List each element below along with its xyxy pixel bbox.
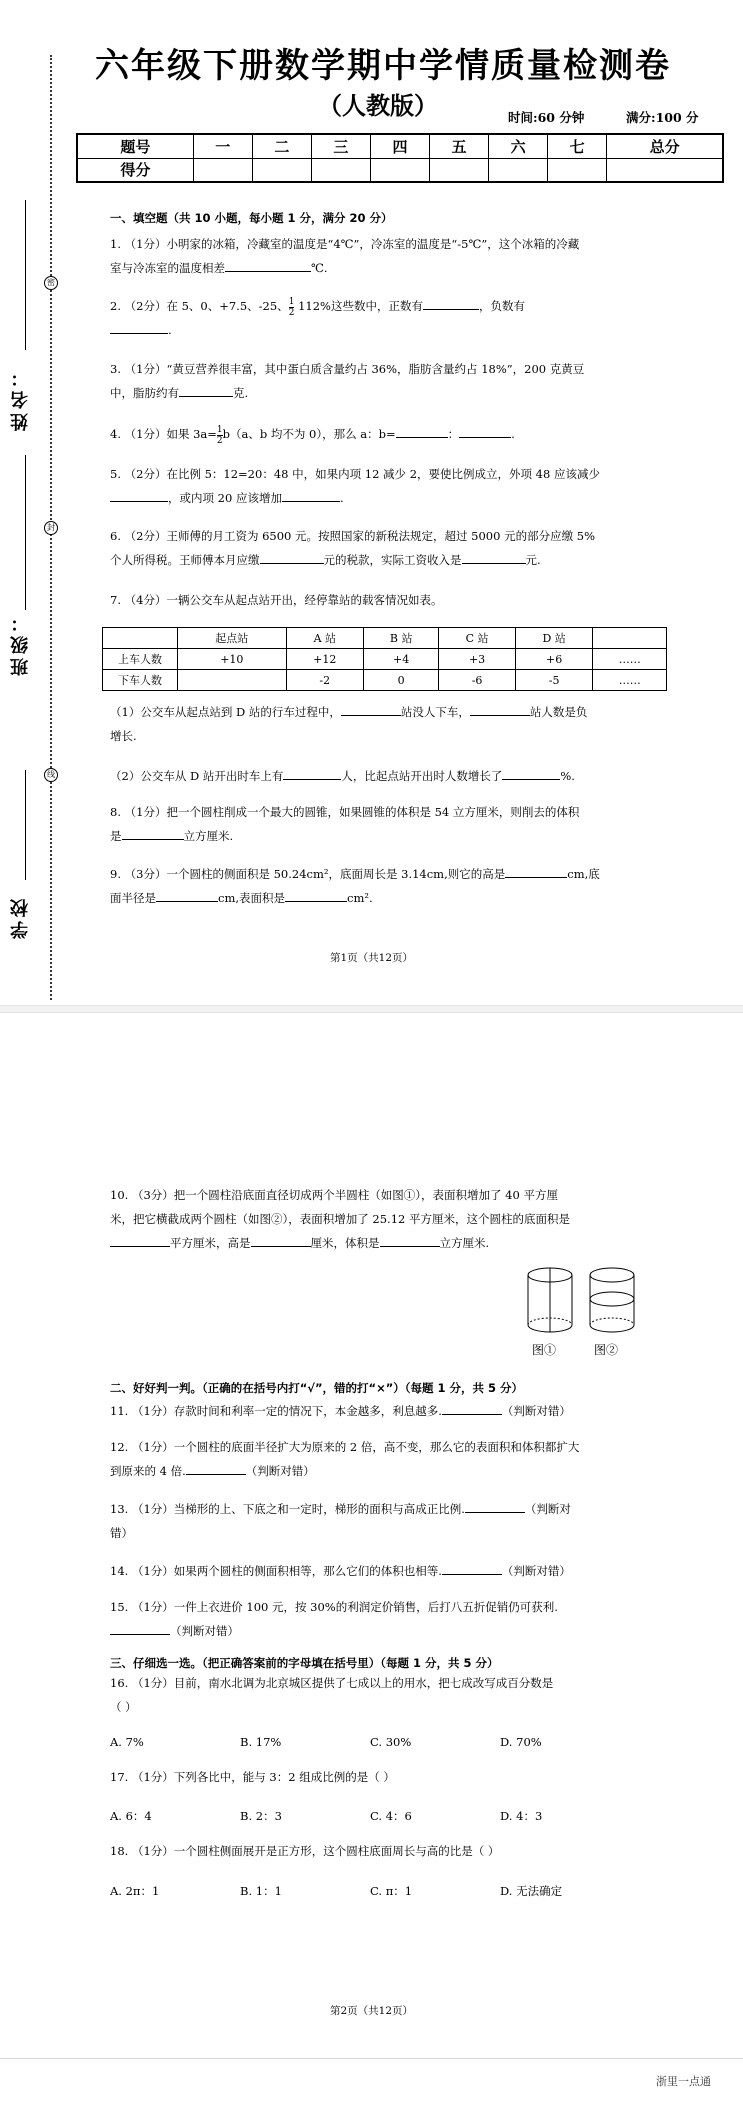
question-text: 中，脂肪约有: [110, 386, 179, 400]
question-text: 16. （1分）目前，南水北调为北京城区提供了七成以上的用水，把七成改写成百分数是: [110, 1676, 554, 1690]
question-8: [110, 800, 650, 848]
question-7-part-2: [110, 764, 650, 788]
score-cell: 六: [489, 134, 548, 158]
question-text-line: [110, 886, 650, 910]
table-row: [103, 628, 667, 649]
bottom-divider: [0, 2058, 743, 2059]
question-text: ℃.: [311, 261, 328, 275]
answer-blank[interactable]: [396, 426, 448, 438]
question-text: 克.: [233, 386, 249, 400]
name-label: 姓名：: [10, 365, 31, 431]
question-text: 12. （1分）一个圆柱的底面半径扩大为原来的 2 倍，高不变，那么它的表面积和体积都扩大: [110, 1440, 580, 1454]
fraction-denominator: 2: [288, 307, 295, 318]
class-underline: [25, 455, 26, 610]
answer-blank[interactable]: [505, 866, 567, 878]
table-row: [103, 649, 667, 670]
option-a[interactable]: A. 7%: [110, 1735, 144, 1749]
table-cell: -5: [515, 670, 593, 691]
score-input-cell[interactable]: [489, 158, 548, 182]
cylinder-figures: [520, 1265, 640, 1337]
bus-passenger-table: [102, 627, 667, 691]
question-text-line: [110, 1231, 650, 1255]
exam-title: 六年级下册数学期中学情质量检测卷: [95, 46, 671, 86]
figure-1-caption: 图①: [532, 1343, 557, 1357]
question-text: cm,底: [567, 867, 600, 881]
answer-blank[interactable]: [380, 1235, 440, 1247]
answer-blank[interactable]: [260, 552, 324, 564]
score-table-score-row: [77, 158, 723, 182]
question-text: 6. （2分）王师傅的月工资为 6500 元。按照国家的新税法规定，超过 5000 元的部分应缴 5%: [110, 529, 595, 543]
table-cell: ……: [593, 649, 667, 670]
question-text: （2）公交车从 D 站开出时车上有: [110, 769, 284, 783]
question-16-options: [110, 1735, 650, 1749]
question-4: [110, 422, 650, 446]
table-cell: +3: [439, 649, 515, 670]
question-text: b（a、b 均不为 0），那么 a：b=: [222, 427, 396, 441]
answer-blank[interactable]: [459, 426, 511, 438]
table-cell: 上车人数: [103, 649, 178, 670]
page-1: [0, 0, 743, 1005]
question-text: .: [511, 427, 515, 441]
question-2: [110, 294, 650, 342]
question-text-line: [110, 824, 650, 848]
question-12: [110, 1435, 650, 1483]
answer-blank[interactable]: [423, 298, 479, 310]
table-cell: +4: [363, 649, 438, 670]
question-text-line: [110, 862, 650, 886]
score-cell: 题号: [77, 134, 193, 158]
page-2: [0, 1013, 743, 2102]
table-cell: 下车人数: [103, 670, 178, 691]
question-text: 米，把它横截成两个圆柱（如图②），表面积增加了 25.12 平方厘米，这个圆柱的底面积是: [110, 1212, 570, 1226]
score-table: [76, 133, 724, 183]
fraction-numerator: 1: [216, 424, 223, 435]
question-15: [110, 1595, 650, 1643]
question-text: ，或内项 20 应该增加: [168, 491, 282, 505]
score-input-cell[interactable]: [607, 158, 723, 182]
seal-mark-mi: 密: [44, 276, 58, 290]
question-text: 13. （1分）当梯形的上、下底之和一定时，梯形的面积与高成正比例.: [110, 1502, 465, 1516]
section-1-heading: 一、填空题（共 10 小题，每小题 1 分，满分 20 分）: [110, 211, 393, 225]
table-cell: [103, 628, 178, 649]
score-input-cell[interactable]: [193, 158, 252, 182]
answer-blank[interactable]: [283, 768, 341, 780]
score-cell: 一: [193, 134, 252, 158]
question-text: （判断对错）: [501, 1404, 571, 1418]
question-text: 元.: [525, 553, 541, 567]
score-cell: 二: [252, 134, 311, 158]
question-text-line: [110, 1459, 650, 1483]
question-text: （判断对错）: [245, 1464, 315, 1478]
cylinder-figure-2: [590, 1268, 634, 1332]
name-underline: [25, 200, 26, 350]
question-7: [110, 588, 650, 612]
question-text: %.: [560, 769, 575, 783]
question-9: [110, 862, 650, 910]
score-cell: 总分: [607, 134, 723, 158]
answer-blank[interactable]: [156, 890, 218, 902]
score-cell: 得分: [77, 158, 193, 182]
answer-blank[interactable]: [225, 260, 311, 272]
watermark-text: 浙里一点通: [656, 2075, 711, 2088]
question-text: 17. （1分）下列各比中，能与 3：2 组成比例的是（ ）: [110, 1770, 395, 1784]
answer-blank[interactable]: [442, 1563, 502, 1575]
score-input-cell[interactable]: [548, 158, 607, 182]
fraction-denominator: 2: [216, 435, 223, 446]
answer-blank[interactable]: [186, 1463, 246, 1475]
table-cell: A 站: [286, 628, 363, 649]
question-17: [110, 1765, 650, 1789]
option-b[interactable]: B. 17%: [240, 1735, 282, 1749]
answer-blank[interactable]: [470, 704, 530, 716]
table-cell: +10: [178, 649, 287, 670]
question-text: 3. （1分）“黄豆营养很丰富，其中蛋白质含量约占 36%，脂肪含量约占 18%”，200 克黄豆: [110, 362, 585, 376]
page-footer: 第1页（共12页）: [330, 952, 414, 964]
question-1: [110, 232, 650, 280]
question-text: 1. （1分）小明家的冰箱，冷藏室的温度是“4℃”，冷冻室的温度是“-5℃”，这个冰箱的冷藏: [110, 237, 580, 251]
question-17-options: [110, 1808, 650, 1824]
table-cell: -2: [286, 670, 363, 691]
question-text-line: [110, 256, 650, 280]
exam-full-score: 满分:100 分: [626, 110, 699, 125]
cylinder-figure-1: [528, 1268, 572, 1332]
question-text-line: [110, 486, 650, 510]
score-input-cell[interactable]: [429, 158, 488, 182]
school-label: 学校: [10, 895, 31, 939]
answer-blank[interactable]: [465, 1501, 525, 1513]
seal-mark-xian: 线: [44, 768, 58, 782]
question-text: 10. （3分）把一个圆柱沿底面直径切成两个半圆柱（如图①），表面积增加了 40 平方厘: [110, 1188, 558, 1202]
question-text: 5. （2分）在比例 5：12=20：48 中，如果内项 12 减少 2，要使比例成立，外项 48 应该减少: [110, 467, 600, 481]
question-text: 平方厘米，高是: [170, 1236, 251, 1250]
question-10: [110, 1183, 650, 1255]
score-cell: 七: [548, 134, 607, 158]
fraction-numerator: 1: [288, 296, 295, 307]
question-text-line: [110, 764, 650, 788]
answer-blank[interactable]: [442, 1403, 502, 1415]
page-footer: 第2页（共12页）: [330, 2005, 414, 2017]
option-a[interactable]: A. 2π：1: [110, 1884, 160, 1898]
answer-blank[interactable]: [502, 768, 560, 780]
table-cell: 0: [363, 670, 438, 691]
question-16: [110, 1671, 650, 1719]
question-text: 14. （1分）如果两个圆柱的侧面积相等，那么它们的体积也相等.: [110, 1564, 442, 1578]
option-c[interactable]: C. 30%: [370, 1735, 412, 1749]
option-b[interactable]: B. 2：3: [240, 1809, 282, 1823]
question-text-line: [110, 1399, 650, 1423]
option-d[interactable]: D. 70%: [500, 1735, 542, 1749]
table-cell: [593, 628, 667, 649]
question-11: [110, 1399, 650, 1423]
question-3: [110, 357, 650, 405]
table-cell: 起点站: [178, 628, 287, 649]
question-5: [110, 462, 650, 510]
question-text: ，负数有: [478, 299, 525, 313]
score-cell: 五: [429, 134, 488, 158]
question-text: 个人所得税。王师傅本月应缴: [110, 553, 260, 567]
exam-time: 时间:60 分钟: [508, 110, 585, 125]
option-a[interactable]: A. 6：4: [110, 1809, 152, 1823]
page-separator: [0, 1005, 743, 1013]
table-cell: D 站: [515, 628, 593, 649]
question-18: [110, 1839, 650, 1863]
question-text-line: [110, 548, 650, 572]
question-text-line: [110, 422, 650, 446]
answer-blank[interactable]: [110, 322, 168, 334]
table-cell: ……: [593, 670, 667, 691]
seal-mark-feng: 封: [44, 521, 58, 535]
question-text: 增长.: [110, 729, 137, 743]
question-text: 4. （1分）如果 3a=: [110, 427, 217, 441]
answer-blank[interactable]: [110, 490, 168, 502]
question-text-line: [110, 294, 650, 318]
class-label: 班级：: [10, 610, 31, 676]
question-text-line: [110, 1497, 650, 1521]
question-text: （1）公交车从起点站到 D 站的行车过程中，: [110, 705, 341, 719]
question-text: （判断对错）: [170, 1624, 239, 1638]
table-cell: [178, 670, 287, 691]
question-text: 8. （1分）把一个圆柱削成一个最大的圆锥，如果圆锥的体积是 54 立方厘米，则削去的体积: [110, 805, 580, 819]
question-text: （ ）: [110, 1700, 137, 1714]
question-text: .: [339, 491, 344, 505]
question-text: 是: [110, 829, 122, 843]
answer-blank[interactable]: [341, 704, 401, 716]
question-text-line: [110, 318, 650, 342]
answer-blank[interactable]: [110, 1235, 170, 1247]
question-6: [110, 524, 650, 572]
question-text-line: [110, 700, 650, 724]
question-text: 9. （3分）一个圆柱的侧面积是 50.24cm²，底面周长是 3.14cm,则它的高是: [110, 867, 506, 881]
question-text: 立方厘米.: [439, 1236, 490, 1250]
option-d[interactable]: D. 无法确定: [500, 1884, 563, 1898]
score-table-header-row: [77, 134, 723, 158]
question-text-line: [110, 381, 650, 405]
question-text: 11. （1分）存款时间和利率一定的情况下，本金越多，利息越多.: [110, 1404, 442, 1418]
question-text-line: [110, 1559, 650, 1583]
question-7-part-1: [110, 700, 650, 748]
option-d[interactable]: D. 4：3: [500, 1809, 543, 1823]
table-cell: +6: [515, 649, 593, 670]
question-text: 立方厘米.: [183, 829, 234, 843]
score-input-cell[interactable]: [370, 158, 429, 182]
question-text: 112%这些数中，正数有: [294, 299, 423, 313]
question-text: 元的税款，实际工资收入是: [323, 553, 462, 567]
answer-blank[interactable]: [282, 490, 340, 502]
answer-blank[interactable]: [251, 1235, 311, 1247]
table-cell: B 站: [363, 628, 438, 649]
question-text: 15. （1分）一件上衣进价 100 元，按 30%的利润定价销售，后打八五折促销仍可获利.: [110, 1600, 558, 1614]
question-text: ：: [447, 427, 460, 441]
exam-subtitle: （人教版）: [318, 92, 438, 120]
question-text: （判断对: [524, 1502, 571, 1516]
option-c[interactable]: C. π：1: [370, 1884, 413, 1898]
question-text: 2. （2分）在 5、0、+7.5、-25、: [110, 299, 289, 313]
question-text: 错）: [110, 1526, 133, 1540]
question-14: [110, 1559, 650, 1583]
figure-2-caption: 图②: [594, 1343, 619, 1357]
question-text: 到原来的 4 倍.: [110, 1464, 186, 1478]
school-underline: [25, 770, 26, 880]
score-cell: 四: [370, 134, 429, 158]
question-text: 厘米，体积是: [310, 1236, 380, 1250]
question-text: cm².: [347, 891, 373, 905]
question-text: 人，比起点站开出时人数增长了: [341, 769, 503, 783]
table-cell: +12: [286, 649, 363, 670]
answer-blank[interactable]: [179, 385, 233, 397]
question-text: 面半径是: [110, 891, 156, 905]
answer-blank[interactable]: [462, 552, 526, 564]
answer-blank[interactable]: [285, 890, 347, 902]
section-3-heading: 三、仔细选一选。（把正确答案前的字母填在括号里）（每题 1 分，共 5 分）: [110, 1656, 499, 1670]
section-2-heading: 二、好好判一判。（正确的在括号内打“√”，错的打“×”）（每题 1 分，共 5 分）: [110, 1381, 524, 1395]
question-text: 站没人下车，: [400, 705, 470, 719]
score-input-cell[interactable]: [252, 158, 311, 182]
question-text: cm,表面积是: [218, 891, 286, 905]
question-text: 室与冷冻室的温度相差: [110, 261, 225, 275]
answer-blank[interactable]: [122, 828, 184, 840]
table-cell: -6: [439, 670, 515, 691]
question-text: 站人数是负: [529, 705, 588, 719]
table-cell: C 站: [439, 628, 515, 649]
question-text: .: [168, 323, 172, 337]
score-cell: 三: [311, 134, 370, 158]
question-18-options: [110, 1883, 650, 1899]
table-row: [103, 670, 667, 691]
answer-blank[interactable]: [110, 1623, 170, 1635]
option-b[interactable]: B. 1：1: [240, 1884, 282, 1898]
question-13: [110, 1497, 650, 1545]
question-text-line: [110, 1619, 650, 1643]
question-text: （判断对错）: [501, 1564, 571, 1578]
question-text: 7. （4分）一辆公交车从起点站开出，经停靠站的载客情况如表。: [110, 593, 443, 607]
option-c[interactable]: C. 4：6: [370, 1809, 412, 1823]
question-text: 18. （1分）一个圆柱侧面展开是正方形，这个圆柱底面周长与高的比是（ ）: [110, 1844, 500, 1858]
score-input-cell[interactable]: [311, 158, 370, 182]
